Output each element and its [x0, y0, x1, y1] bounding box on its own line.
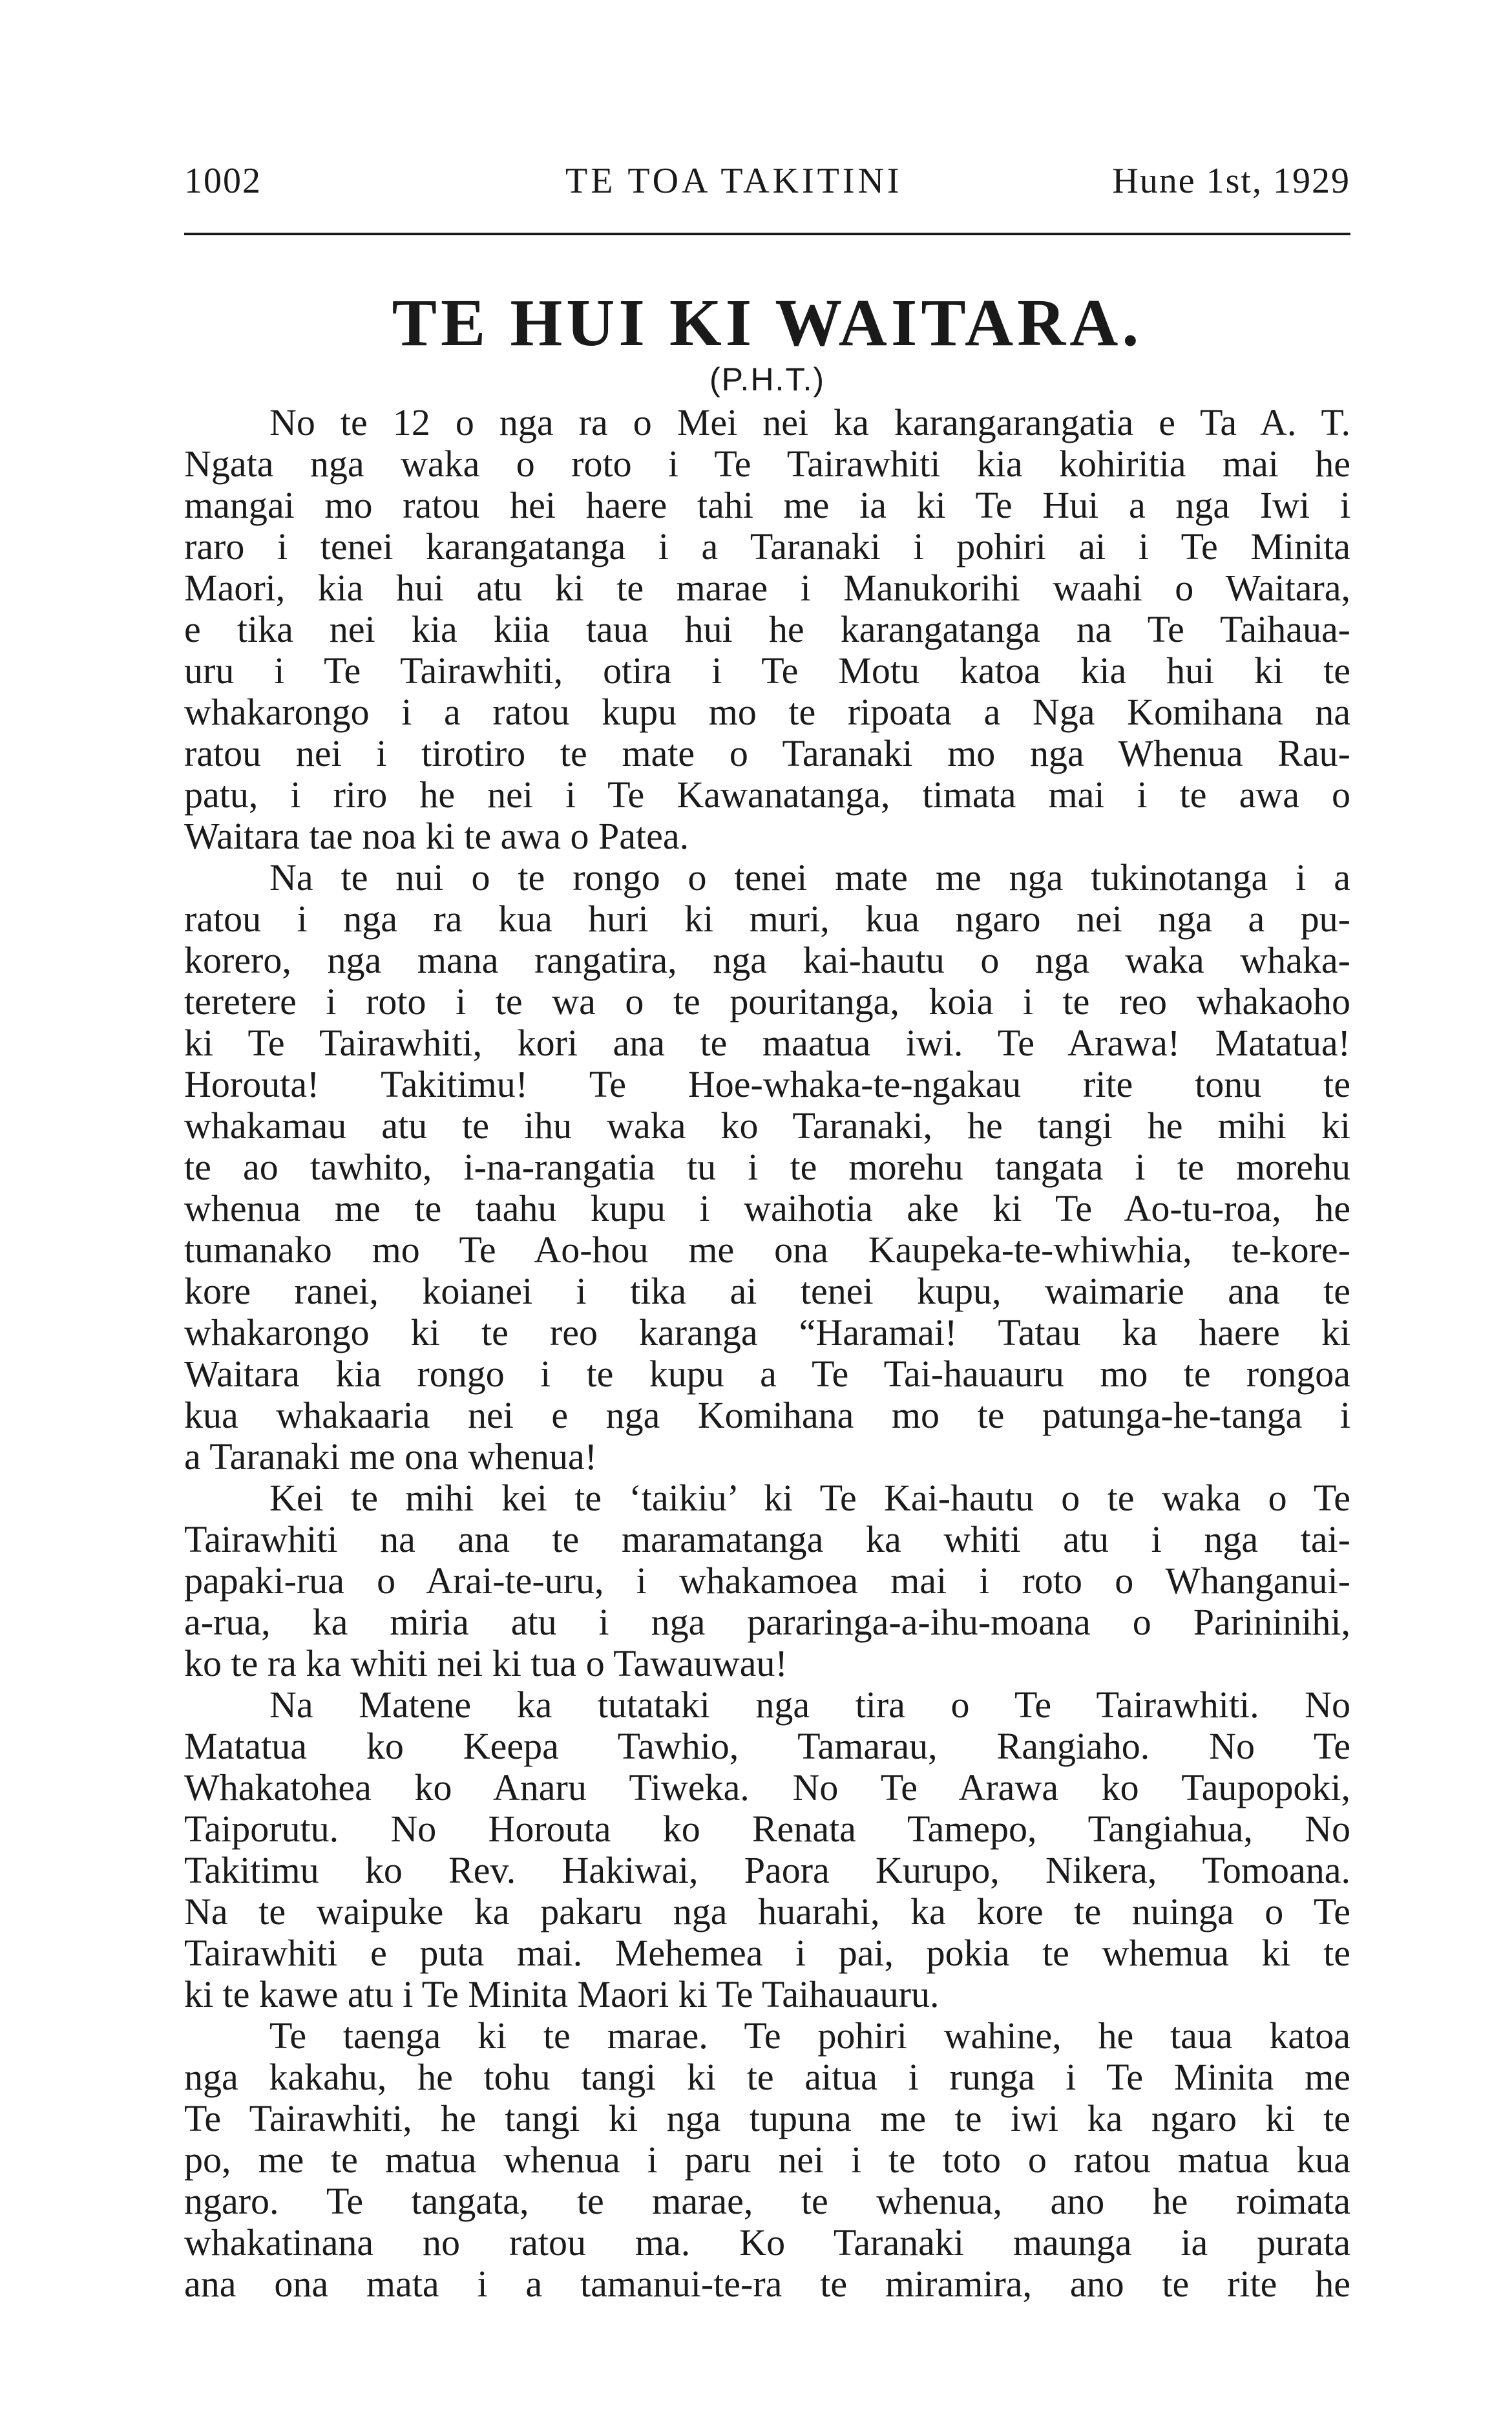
text-line: Tairawhiti e puta mai. Mehemea i pai, pokia te whemua ki te [184, 1932, 1350, 1974]
text-line: whakarongo ki te reo karanga “Haramai! Tatau ka haere ki [184, 1311, 1350, 1353]
text-line: nga kakahu, he tohu tangi ki te aitua i runga i Te Minita me [184, 2056, 1350, 2098]
text-line: ko te ra ka whiti nei ki tua o Tawauwau! [184, 1642, 788, 1684]
text-line: e tika nei kia kiia taua hui he karangatanga na Te Taihaua- [184, 608, 1350, 650]
text-line: uru i Te Tairawhiti, otira i Te Motu katoa kia hui ki te [184, 650, 1350, 692]
text-line: teretere i roto i te wa o te pouritanga, koia i te reo whakaoho [184, 980, 1350, 1022]
text-line: Na te nui o te rongo o tenei mate me nga tukinotanga i a [269, 856, 1350, 898]
text-line: raro i tenei karangatanga i a Taranaki i pohiri ai i Te Minita [184, 525, 1350, 567]
article-body [184, 402, 1350, 2305]
text-line: te ao tawhito, i-na-rangatia tu i te morehu tangata i te morehu [184, 1146, 1350, 1188]
issue-date: Hune 1st, 1929 [1112, 161, 1350, 201]
text-line: ki te kawe atu i Te Minita Maori ki Te Taihauauru. [184, 1973, 940, 2015]
text-line: Matatua ko Keepa Tawhio, Tamarau, Rangiaho. No Te [184, 1725, 1350, 1767]
text-line: ana ona mata i a tamanui-te-ra te miramira, ano te rite he [184, 2263, 1350, 2305]
page-number: 1002 [184, 161, 262, 201]
text-line: po, me te matua whenua i paru nei i te toto o ratou matua kua [184, 2139, 1350, 2181]
text-line: whakarongo i a ratou kupu mo te ripoata a Nga Komihana na [184, 691, 1350, 733]
text-line: tumanako mo Te Ao-hou me ona Kaupeka-te-whiwhia, te-kore- [184, 1229, 1350, 1271]
text-line: patu, i riro he nei i Te Kawanatanga, timata mai i te awa o [184, 774, 1350, 816]
header-rule [184, 233, 1350, 235]
article-title: TE HUI KI WAITARA. [392, 286, 1143, 360]
text-line: Te Tairawhiti, he tangi ki nga tupuna me te iwi ka ngaro ki te [184, 2097, 1350, 2139]
text-line: Whakatohea ko Anaru Tiweka. No Te Arawa ko Taupopoki, [184, 1766, 1350, 1808]
text-line: Horouta! Takitimu! Te Hoe-whaka-te-ngakau rite tonu te [184, 1063, 1350, 1105]
text-line: Na te waipuke ka pakaru nga huarahi, ka kore te nuinga o Te [184, 1891, 1350, 1933]
text-line: whenua me te taahu kupu i waihotia ake ki Te Ao-tu-roa, he [184, 1187, 1350, 1229]
text-line: a Taranaki me ona whenua! [184, 1435, 598, 1477]
text-line: Kei te mihi kei te ‘taikiu’ ki Te Kai-hautu o te waka o Te [269, 1477, 1350, 1519]
text-line: Na Matene ka tutataki nga tira o Te Tairawhiti. No [269, 1684, 1350, 1726]
text-line: papaki-rua o Arai-te-uru, i whakamoea mai i roto o Whanganui- [184, 1560, 1350, 1602]
text-line: a-rua, ka miria atu i nga pararinga-a-ihu-moana o Parininihi, [184, 1601, 1350, 1643]
text-line: kua whakaaria nei e nga Komihana mo te patunga-he-tanga i [184, 1394, 1350, 1436]
text-line: Tairawhiti na ana te maramatanga ka whiti atu i nga tai- [184, 1518, 1350, 1560]
text-line: ki Te Tairawhiti, kori ana te maatua iwi. Te Arawa! Matatua! [184, 1022, 1350, 1064]
text-line: ngaro. Te tangata, te marae, te whenua, ano he roimata [184, 2180, 1350, 2222]
text-line: whakamau atu te ihu waka ko Taranaki, he tangi he mihi ki [184, 1105, 1350, 1147]
text-line: ratou nei i tirotiro te mate o Taranaki mo nga Whenua Rau- [184, 732, 1350, 774]
text-line: mangai mo ratou hei haere tahi me ia ki Te Hui a nga Iwi i [184, 484, 1350, 526]
text-line: whakatinana no ratou ma. Ko Taranaki maunga ia purata [184, 2221, 1350, 2263]
text-line: Taiporutu. No Horouta ko Renata Tamepo, Tangiahua, No [184, 1808, 1350, 1850]
article-byline: (P.H.T.) [709, 361, 825, 397]
text-line: No te 12 o nga ra o Mei nei ka karangarangatia e Ta A. T. [269, 401, 1350, 443]
text-line: Ngata nga waka o roto i Te Tairawhiti kia kohiritia mai he [184, 443, 1350, 485]
text-line: Waitara kia rongo i te kupu a Te Tai-hauauru mo te rongoa [184, 1353, 1350, 1395]
text-line: kore ranei, koianei i tika ai tenei kupu, waimarie ana te [184, 1270, 1350, 1312]
text-line: Takitimu ko Rev. Hakiwai, Paora Kurupo, Nikera, Tomoana. [184, 1849, 1350, 1891]
text-line: Te taenga ki te marae. Te pohiri wahine, he taua katoa [269, 2015, 1350, 2057]
text-line: Waitara tae noa ki te awa o Patea. [184, 815, 689, 857]
journal-title: TE TOA TAKITINI [565, 161, 903, 201]
text-line: Maori, kia hui atu ki te marae i Manukorihi waahi o Waitara, [184, 567, 1350, 609]
running-header [184, 160, 1350, 212]
text-line: ratou i nga ra kua huri ki muri, kua ngaro nei nga a pu- [184, 898, 1350, 940]
text-line: korero, nga mana rangatira, nga kai-hautu o nga waka whaka- [184, 939, 1350, 981]
